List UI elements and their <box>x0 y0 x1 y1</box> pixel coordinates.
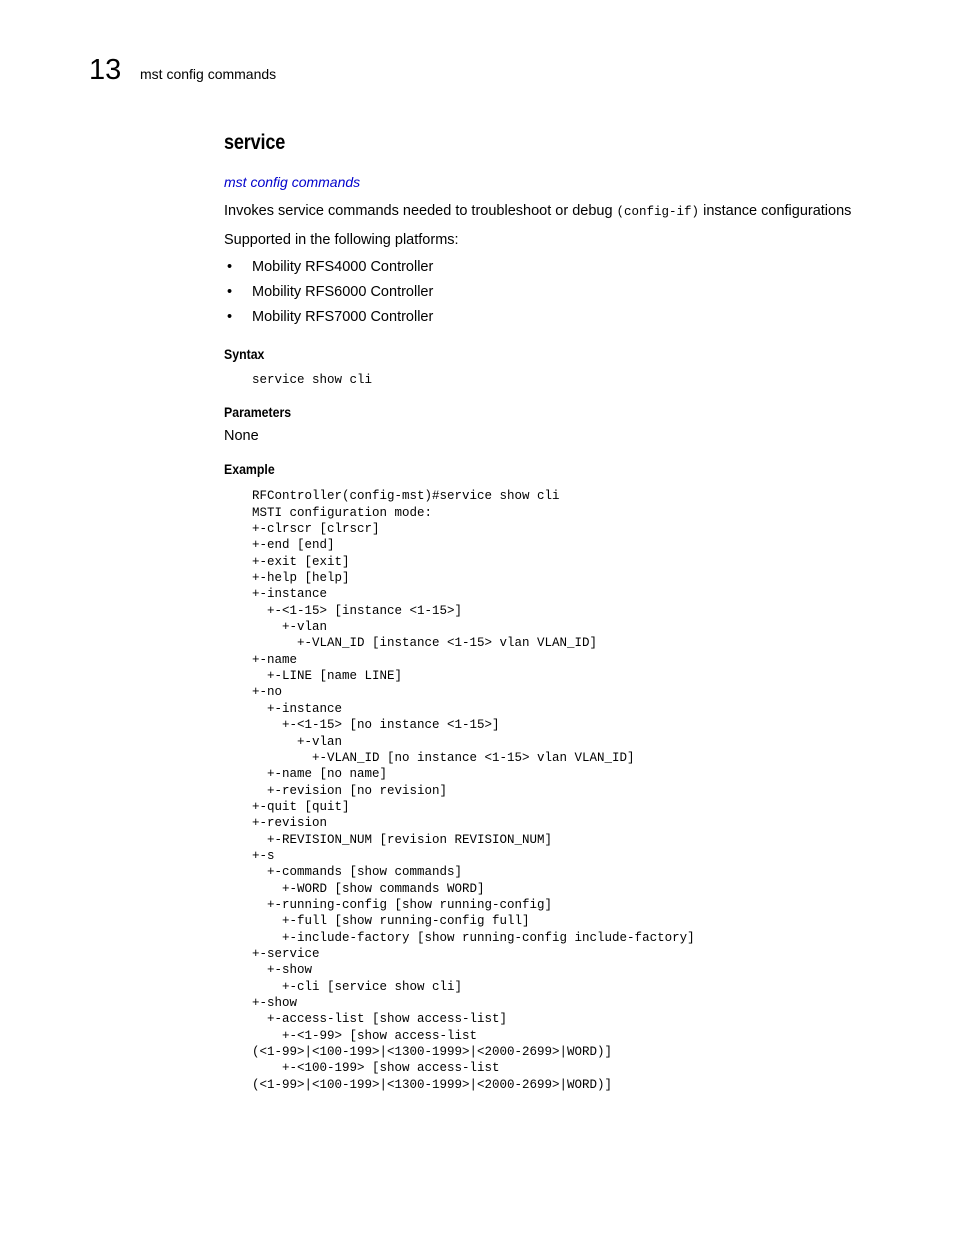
syntax-heading: Syntax <box>224 346 265 362</box>
description-text-before: Invokes service commands needed to troubleshoot or debug <box>224 203 617 219</box>
example-code-line: +-quit [quit] <box>252 799 350 814</box>
example-code-line: +-commands [show commands] <box>252 865 463 880</box>
section-title: service <box>224 131 286 154</box>
example-code-line: +-<1-99> [show access-list <box>252 1028 478 1043</box>
bullet-icon: • <box>227 309 233 325</box>
chapter-number: 13 <box>89 54 122 86</box>
example-code-line: +-VLAN_ID [instance <1-15> vlan VLAN_ID] <box>252 636 598 651</box>
parameters-body: None <box>224 428 259 445</box>
bullet-icon: • <box>227 259 233 275</box>
example-code-line: +-exit [exit] <box>252 554 350 569</box>
example-code-line: (<1-99>|<100-199>|<1300-1999>|<2000-2699>|WORD)] <box>252 1045 613 1060</box>
example-code-line: +-name [no name] <box>252 767 388 782</box>
example-heading: Example <box>224 461 275 478</box>
parameters-heading: Parameters <box>224 404 292 421</box>
example-code-line: +-REVISION_NUM [revision REVISION_NUM] <box>252 832 553 847</box>
example-code-line: +-access-list [show access-list] <box>252 1012 508 1027</box>
description-text-after: instance configurations <box>699 203 852 219</box>
example-code-line: +-show <box>252 963 313 978</box>
example-code-line: +-VLAN_ID [no instance <1-15> vlan VLAN_ID] <box>252 750 635 765</box>
example-code-line: +-revision <box>252 816 328 831</box>
platform-item <box>224 308 924 326</box>
example-code-line: +-s <box>252 848 275 863</box>
example-code-line: +-vlan <box>252 734 343 749</box>
example-code-line: +-show <box>252 996 298 1010</box>
example-code-line: +-<1-15> [instance <1-15>] <box>252 603 463 618</box>
example-code-line: +-full [show running-config full] <box>252 914 530 929</box>
example-code-line: +-running-config [show running-config] <box>252 897 553 912</box>
example-code-line: +-WORD [show commands WORD] <box>252 881 485 896</box>
example-code-line: +-name <box>252 652 298 667</box>
platform-label: Mobility RFS7000 Controller <box>252 309 434 325</box>
example-code-line: +-clrscr [clrscr] <box>252 522 380 537</box>
example-code-line: +-instance <box>252 701 343 716</box>
chapter-link[interactable]: mst config commands <box>224 174 361 190</box>
description-code: (config-if) <box>616 205 700 219</box>
example-code-line: RFController(config-mst)#service show cli <box>252 489 560 504</box>
platform-list <box>224 258 924 326</box>
platform-item <box>224 258 924 276</box>
main-content <box>224 130 924 1093</box>
example-code-line: +-end [end] <box>252 538 335 553</box>
syntax-code: service show cli <box>252 373 373 387</box>
example-code-line: +-cli [service show cli] <box>252 979 463 994</box>
platform-item <box>224 283 924 301</box>
example-code-line: +-<100-199> [show access-list <box>252 1061 500 1076</box>
example-code-line: +-help [help] <box>252 571 350 586</box>
example-code-line: +-instance <box>252 587 328 602</box>
example-code-line: +-LINE [name LINE] <box>252 669 403 684</box>
example-code-line: +-include-factory [show running-config include-factory] <box>252 930 695 945</box>
example-code-line: +-<1-15> [no instance <1-15>] <box>252 718 500 733</box>
example-code-line: +-revision [no revision] <box>252 783 448 798</box>
command-description <box>224 202 924 221</box>
platform-label: Mobility RFS4000 Controller <box>252 259 434 275</box>
chapter-title: mst config commands <box>140 66 277 82</box>
example-code-line: +-no <box>252 685 283 700</box>
example-code <box>224 488 924 1093</box>
supported-platforms-intro: Supported in the following platforms: <box>224 232 459 248</box>
example-code-line: +-service <box>252 946 320 961</box>
example-code-line: +-vlan <box>252 620 328 635</box>
example-code-line: MSTI configuration mode: <box>252 505 433 520</box>
platform-label: Mobility RFS6000 Controller <box>252 284 434 300</box>
bullet-icon: • <box>227 284 233 300</box>
example-code-line: (<1-99>|<100-199>|<1300-1999>|<2000-2699>|WORD)] <box>252 1077 613 1092</box>
